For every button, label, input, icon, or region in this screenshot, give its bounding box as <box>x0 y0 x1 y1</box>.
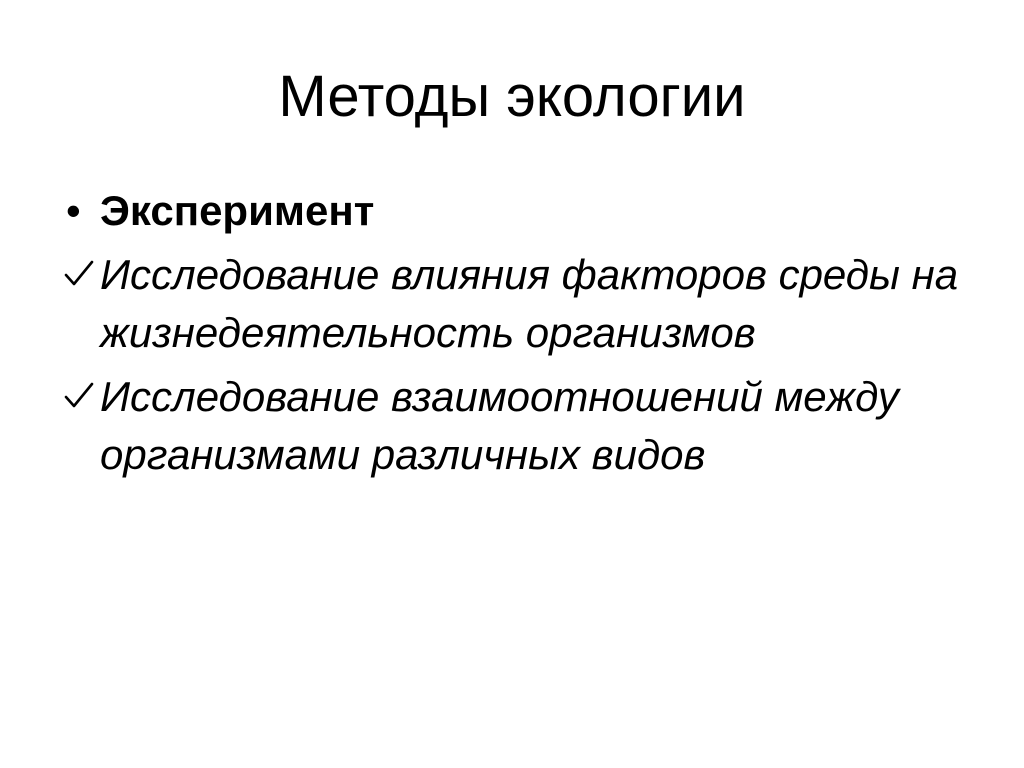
bullet-icon: • <box>66 187 81 234</box>
list-item-experiment <box>62 182 962 240</box>
list-item-text: Исследование влияния факторов среды на жизнедеятельность организмов <box>100 251 959 356</box>
slide-title: Методы экологии <box>278 64 746 129</box>
list-item-factors <box>62 246 962 362</box>
list-item-text: Исследование взаимоотношений между организмами различных видов <box>100 373 899 478</box>
bullet-list <box>62 182 962 484</box>
list-item-text: Эксперимент <box>100 187 375 234</box>
list-item-relations <box>62 368 962 484</box>
